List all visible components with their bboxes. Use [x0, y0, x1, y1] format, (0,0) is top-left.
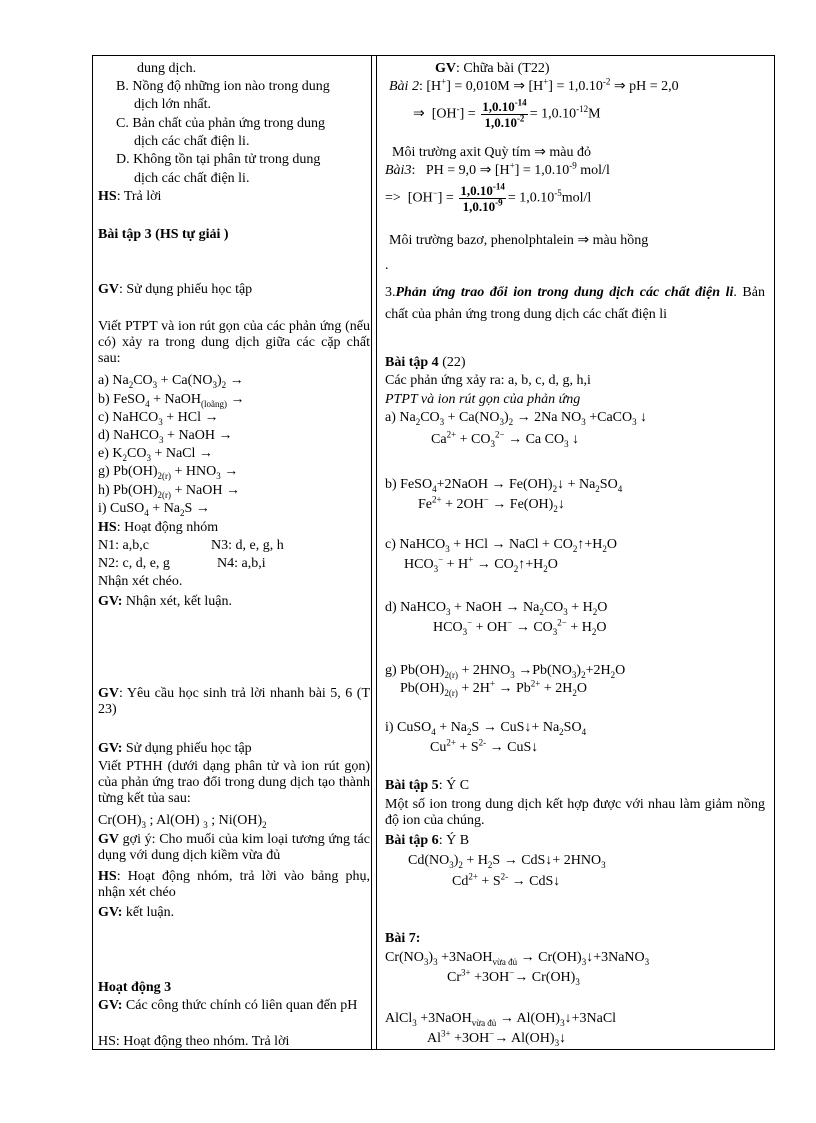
exercise-3: Bài3: PH = 9,0 ⇒ $[H^+] = 1,0.10^{-9}$ mol/l [385, 160, 610, 178]
exercise-4-heading: Bài tập 4 (22) [385, 355, 466, 370]
hs-board: HS: Hoạt động nhóm, trả lời vào bảng phụ, nhận xét chéo [98, 869, 370, 900]
gv-worksheet: GV: Sử dụng phiếu học tập [98, 282, 253, 297]
equation-i2: $Cu^{2+} + S^{2-}$ → CuS↓ [430, 737, 539, 755]
reaction-i: i) CuSO$_4$ + $Na_2S$ → [98, 501, 210, 518]
equation-g1: g) $Pb(OH)_{2(r)} + 2HNO_3 \to Pb(NO_3)_2+2H_2O$ [385, 663, 626, 680]
exercise-5-text: Một số ion trong dung dịch kết hợp được với nhau làm giảm nồng độ ion của chúng. [385, 797, 765, 828]
gv-conclusion: GV: Nhận xét, kết luận. [98, 594, 233, 609]
equation-i1: i) CuSO$_4$ + $Na_2S$ → CuS↓+ $Na_2SO_4$ [385, 720, 587, 737]
equation-7b: $Cr^{3+} +3OH^-\to Cr(OH)_3$ [447, 967, 580, 987]
exercise-7-heading: Bài 7: [385, 931, 421, 946]
exercise-3-heading: Bài tập 3 (HS tự giải ) [98, 227, 229, 242]
equation-d2: $HCO_3^- + OH^- \to CO_3^{2-} + H_2O$ [433, 617, 607, 637]
base-environment: Môi trường bazơ, phenolphtalein ⇒ màu hồng [389, 233, 649, 248]
equation-g2: $Pb(OH)_{2(r)} + 2H^+ \to Pb^{2+} + 2H_2O$ [400, 678, 587, 698]
reaction-h: h) $Pb(OH)_{2(r)}$ + NaOH → [98, 483, 240, 500]
reaction-g: g) $Pb(OH)_{2(r)} + HNO_3$ → [98, 464, 239, 481]
section-3: 3.Phản ứng trao đổi ion trong dung dịch các chất điện li. Bản chất của phản ứng trong dung dịch các chất điện li [385, 285, 765, 322]
reaction-b: b) FeSO$_4$ + NaOH$_{(loãng)}$ → [98, 392, 245, 409]
left-text: dịch các chất điện li. [134, 134, 250, 149]
equation-b1: b) FeSO$_4$+2NaOH → $Fe(OH)_2↓ + Na_2SO_4$ [385, 477, 623, 494]
equation-7c: AlCl$_3$ +3NaOH$_{vừa đủ}$ → $Al(OH)_3↓+3NaCl$ [385, 1011, 617, 1028]
ptpt-label: PTPT và ion rút gọn của phản ứng [385, 392, 581, 407]
group-n3: N3: d, e, g, h [211, 538, 284, 553]
equation-c2: $HCO_3^- + H^+$ → $CO_2↑+H_2O$ [404, 554, 558, 574]
dot: . [385, 258, 389, 273]
reaction-e: e) $K_2CO_3$ + NaCl → [98, 446, 213, 463]
equation-c1: c) NaHCO$_3$ + HCl → NaCl + $CO_2↑+H_2O$ [385, 537, 618, 554]
reactions-list: Các phản ứng xảy ra: a, b, c, d, g, h,i [385, 373, 591, 388]
equation-7a: $Cr(NO_3)_3$ +3NaOH$_{vừa đủ}$ → $Cr(OH)_3↓+3NaNO_3$ [385, 950, 650, 967]
reaction-a: a) $Na_2CO_3 + Ca(NO_3)_2$ → [98, 373, 244, 390]
equation-a2: $Ca^{2+} + CO_3^{2-} \to Ca$ $CO_3$ ↓ [431, 429, 580, 449]
gv-quick-answer: GV: Yêu cầu học sinh trả lời nhanh bài 5, 6 (T 23) [98, 686, 370, 717]
option-b: B. Nồng độ những ion nào trong dung [116, 79, 330, 94]
gv-ph-formulas: GV: Các công thức chính có liên quan đến pH [98, 998, 358, 1013]
oh-calc-2: => [OH−] = $\frac{1,0.10^{-14}}{1,0.10^{-9}}$ = $1,0.10^{-5}mol/l$ [385, 181, 592, 214]
group-n1: N1: a,b,c [98, 538, 149, 553]
reaction-d: d) NaHCO$_3$ + NaOH → [98, 428, 233, 445]
oh-calc-1: ⇒ [OH-] = $\frac{1,0.10^{-14}}{1,0.10^{-2}}$ = $1,0.10^{-12}M$ [413, 97, 601, 130]
gv-worksheet-2: GV: Sử dụng phiếu học tập [98, 741, 252, 756]
equation-6b: $Cd^{2+} + S^{2-}$ → CdS↓ [452, 871, 561, 889]
accessible-text-mirror [0, 0, 1, 1]
gv-hint: GV gợi ý: Cho muối của kim loại tương ứng tác dụng với dung dịch kiềm vừa đủ [98, 832, 370, 863]
group-n2: N2: c, d, e, g [98, 556, 170, 571]
group-n4: N4: a,b,i [217, 556, 266, 571]
left-text: dịch các chất điện li. [134, 171, 250, 186]
equation-6a: $Cd(NO_3)_2 + H_2S$ → CdS↓+ $2HNO_3$ [408, 853, 606, 870]
exercise-2: Bài 2: [H+] = 0,010M ⇒ $[H^+] = 1,0.10^{-2}$ ⇒ pH = 2,0 [389, 76, 679, 94]
acid-environment: Môi trường axit Quỳ tím ⇒ màu đỏ [392, 145, 591, 160]
left-text: dung dịch. [137, 61, 197, 76]
equation-b2: $Fe^{2+} + 2OH^-$ → $Fe(OH)_2↓$ [418, 494, 565, 514]
task-description-2: Viết PTHH (dưới dạng phân tử và ion rút gọn) của phản ứng trao đổi trong dung dịch tạo thành từng kết tủa sau: [98, 759, 370, 806]
equation-d1: d) NaHCO$_3$ + NaOH → $Na_2CO_3 + H_2O$ [385, 600, 608, 617]
exercise-6-heading: Bài tập 6: Ý B [385, 833, 470, 848]
gv-correction: GV: Chữa bài (T22) [435, 61, 550, 76]
activity-3-heading: Hoạt động 3 [98, 980, 172, 995]
hs-group-work: HS: Hoạt động nhóm [98, 520, 219, 535]
gv-final: GV: kết luận. [98, 905, 175, 920]
exercise-5-heading: Bài tập 5: Ý C [385, 778, 470, 793]
hs-answer: HS: Trả lời [98, 189, 162, 204]
task-description: Viết PTPT và ion rút gọn của các phản ứng (nếu có) xảy ra trong dung dịch giữa các cặp chất sau: [98, 319, 370, 366]
precipitates: $Cr(OH)_3$ ; Al(OH) $_3$ ; $Ni(OH)_2$ [98, 813, 267, 830]
equation-a1: a) $Na_2CO_3 + Ca(NO_3)_2 \to 2Na$ $NO_3$ +CaCO$_3$ ↓ [385, 410, 648, 427]
left-text: dịch lớn nhất. [134, 97, 211, 112]
reaction-c: c) NaHCO$_3$ + HCl → [98, 410, 219, 427]
cross-review: Nhận xét chéo. [98, 574, 183, 589]
option-c: C. Bản chất của phản ứng trong dung [116, 116, 325, 131]
equation-7d: $Al^{3+} +3OH^-\to$ $Al(OH)_3↓$ [427, 1028, 567, 1048]
hs-group-answer: HS: Hoạt động theo nhóm. Trả lời [98, 1034, 290, 1049]
option-d: D. Không tồn tại phân tử trong dung [116, 152, 321, 167]
